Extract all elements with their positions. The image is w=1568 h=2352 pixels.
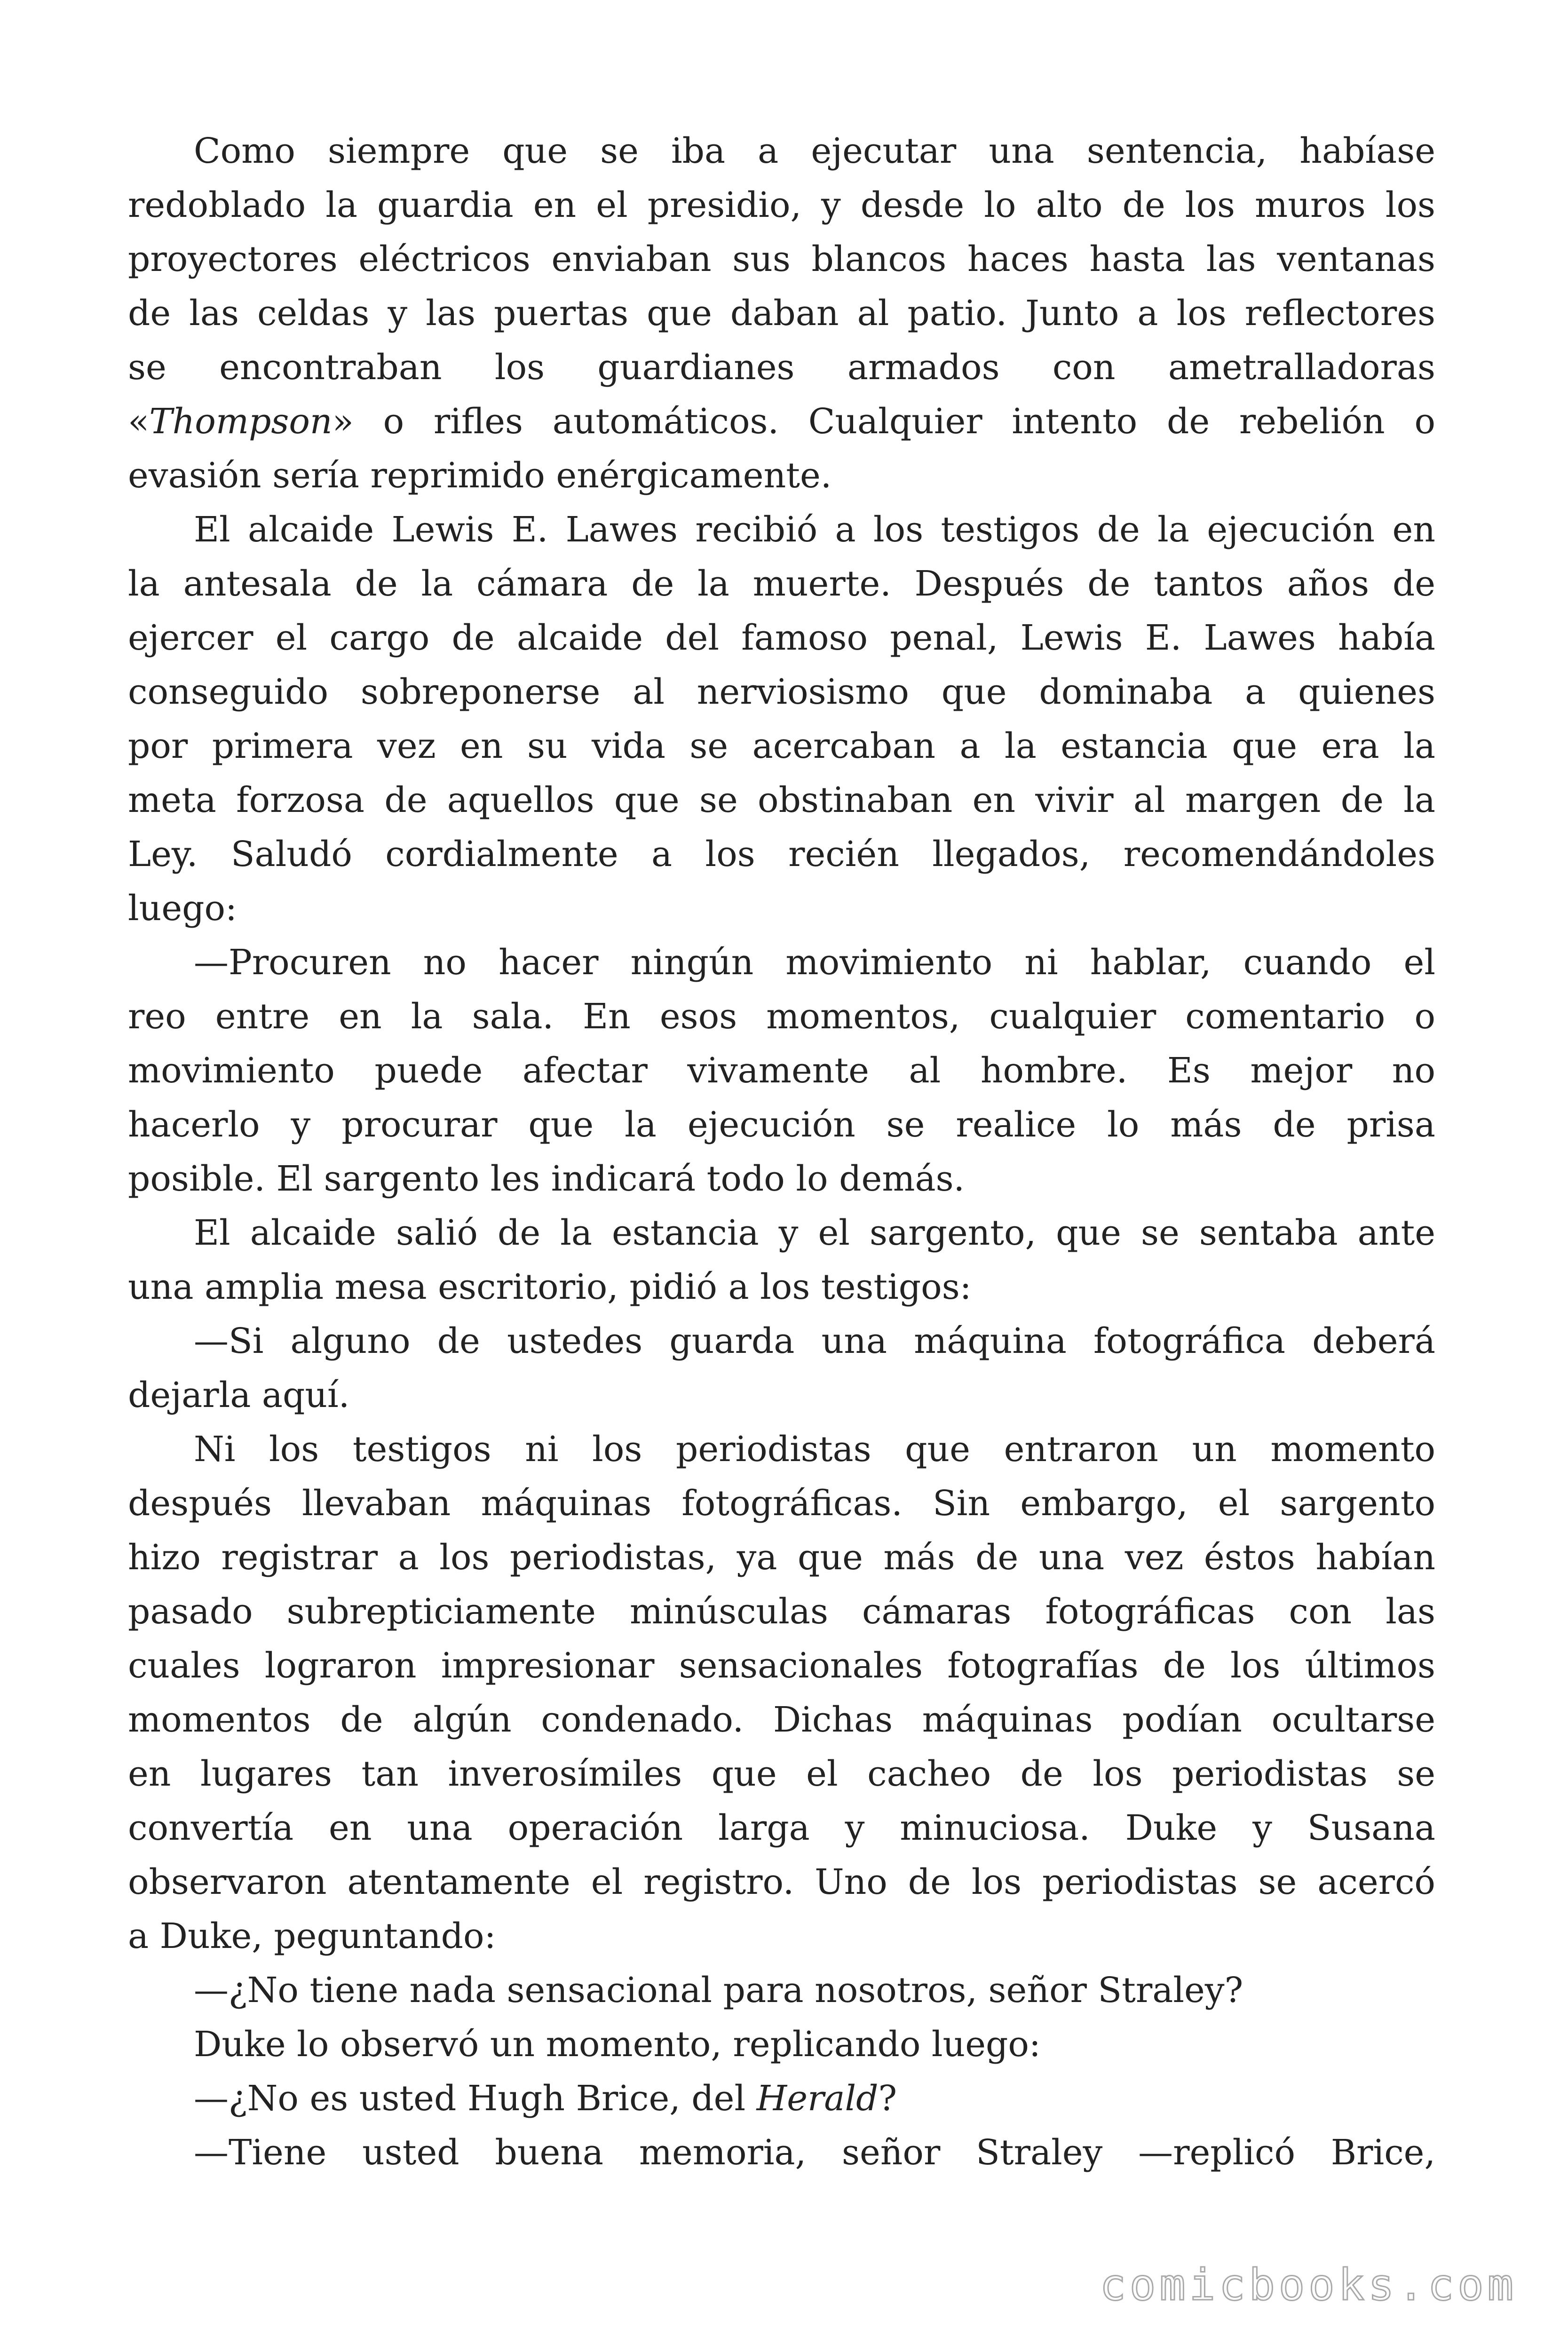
text-line: convertía en una operación larga y minuciosa. Duke y Susana xyxy=(128,1808,1435,1848)
paragraph xyxy=(128,2018,1435,2072)
text-line: movimiento puede afectar vivamente al hombre. Es mejor no xyxy=(128,1050,1435,1091)
text-line: —Procuren no hacer ningún movimiento ni hablar, cuando el xyxy=(194,942,1435,983)
paragraph xyxy=(128,1314,1435,1422)
text-line: ejercer el cargo de alcaide del famoso penal, Lewis E. Lawes había xyxy=(128,618,1435,658)
text-line: pasado subrepticiamente minúsculas cámaras fotográficas con las xyxy=(128,1591,1435,1632)
paragraph xyxy=(128,503,1435,936)
text-line: por primera vez en su vida se acercaban a la estancia que era la xyxy=(128,726,1435,766)
text-line: la antesala de la cámara de la muerte. Después de tantos años de xyxy=(128,564,1435,604)
text-line: —¿No tiene nada sensacional para nosotros, señor Straley? xyxy=(194,1970,1243,2010)
paragraph xyxy=(128,124,1435,503)
text-line: El alcaide salió de la estancia y el sargento, que se sentaba ante xyxy=(194,1213,1435,1253)
text-line: una amplia mesa escritorio, pidió a los testigos: xyxy=(128,1267,972,1307)
paragraph xyxy=(128,1422,1435,1963)
text-line: después llevaban máquinas fotográficas. Sin embargo, el sargento xyxy=(128,1483,1435,1524)
paragraph xyxy=(128,2126,1435,2180)
text-line: cuales lograron impresionar sensacionales fotografías de los últimos xyxy=(128,1645,1435,1686)
text-line: de las celdas y las puertas que daban al patio. Junto a los reflectores xyxy=(128,293,1435,334)
italic-term: Thompson xyxy=(149,401,333,442)
text-line: posible. El sargento les indicará todo lo demás. xyxy=(128,1159,965,1199)
text-line: evasión sería reprimido enérgicamente. xyxy=(128,455,832,496)
text-line: —Si alguno de ustedes guarda una máquina fotográfica deberá xyxy=(194,1321,1435,1361)
text-line: Ni los testigos ni los periodistas que entraron un momento xyxy=(194,1429,1435,1470)
text-line: dejarla aquí. xyxy=(128,1375,350,1415)
text-line: a Duke, peguntando: xyxy=(128,1916,496,1956)
italic-term: Herald xyxy=(756,2078,879,2119)
text-line: reo entre en la sala. En esos momentos, cualquier comentario o xyxy=(128,996,1435,1037)
paragraph xyxy=(128,936,1435,1206)
text-line: conseguido sobreponerse al nerviosismo que dominaba a quienes xyxy=(128,672,1435,712)
paragraph xyxy=(128,1963,1435,2018)
text-line: momentos de algún condenado. Dichas máquinas podían ocultarse xyxy=(128,1700,1435,1740)
text-line: hacerlo y procurar que la ejecución se realice lo más de prisa xyxy=(128,1104,1435,1145)
text-line: luego: xyxy=(128,888,237,929)
paragraph xyxy=(128,2072,1435,2126)
text-line: se encontraban los guardianes armados con ametralladoras xyxy=(128,347,1435,388)
text-line: hizo registrar a los periodistas, ya que más de una vez éstos habían xyxy=(128,1537,1435,1578)
text-line: proyectores eléctricos enviaban sus blancos haces hasta las ventanas xyxy=(128,239,1435,279)
text-line: Como siempre que se iba a ejecutar una sentencia, habíase xyxy=(194,131,1435,171)
text-line: observaron atentamente el registro. Uno de los periodistas se acercó xyxy=(128,1862,1435,1902)
paragraph xyxy=(128,1206,1435,1314)
text-line: Ley. Saludó cordialmente a los recién llegados, recomendándoles xyxy=(128,834,1435,874)
watermark-logo: comicbooks.com xyxy=(1100,2260,1517,2310)
text-column xyxy=(128,124,1435,2180)
text-line: —¿No es usted Hugh Brice, del Herald? xyxy=(194,2078,897,2119)
text-line: El alcaide Lewis E. Lawes recibió a los testigos de la ejecución en xyxy=(194,509,1435,550)
text-line: «Thompson» o rifles automáticos. Cualquier intento de rebelión o xyxy=(128,401,1435,442)
text-line: redoblado la guardia en el presidio, y desde lo alto de los muros los xyxy=(128,185,1435,225)
text-line: Duke lo observó un momento, replicando luego: xyxy=(194,2024,1041,2065)
text-line: meta forzosa de aquellos que se obstinaban en vivir al margen de la xyxy=(128,780,1435,820)
text-line: —Tiene usted buena memoria, señor Straley —replicó Brice, xyxy=(194,2132,1435,2173)
text-line: en lugares tan inverosímiles que el cacheo de los periodistas se xyxy=(128,1754,1435,1794)
